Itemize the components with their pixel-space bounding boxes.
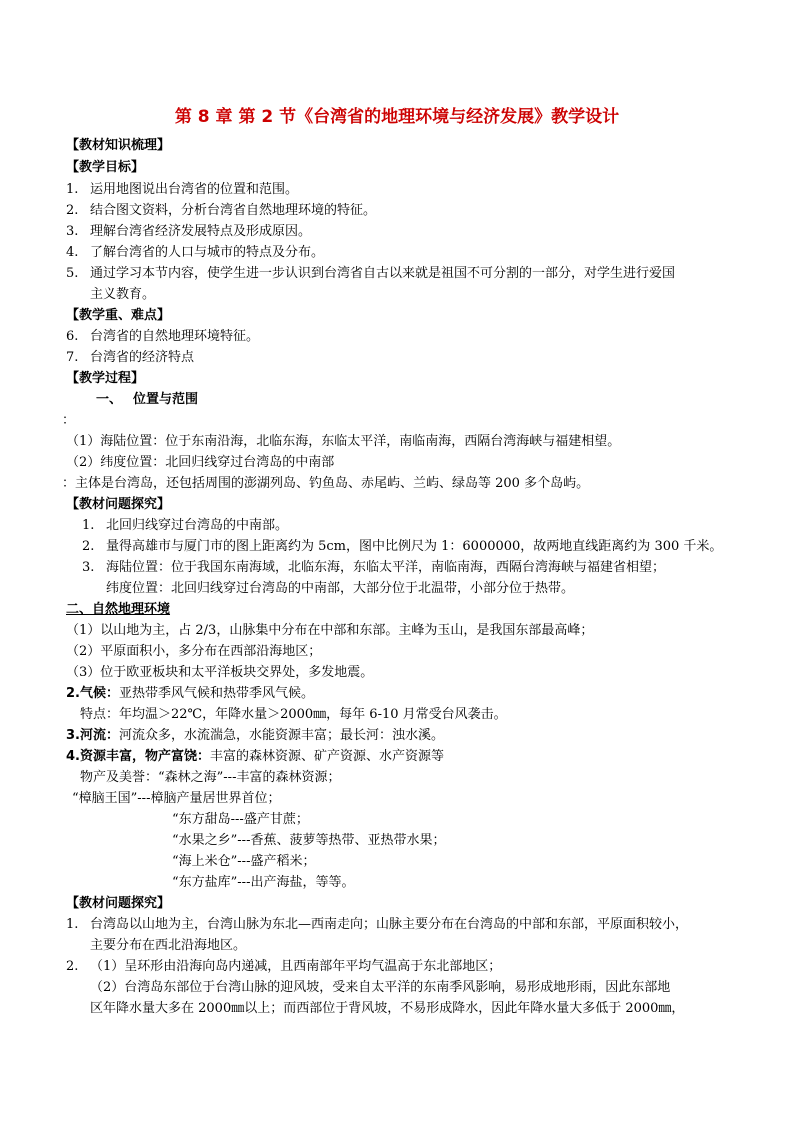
- product-3: “东方甜岛---盛产甘蔗；: [172, 812, 309, 827]
- section-1-colon: ：: [62, 413, 76, 428]
- goal-5: [66, 265, 675, 283]
- river-line: [66, 727, 444, 745]
- section-1-line-2: （2）纬度位置：北回归线穿过台湾岛的中南部: [66, 455, 335, 470]
- explore-text: 海陆位置：位于我国东南海域，北临东海，东临太平洋，南临南海，西隔台湾海峡与福建省相望；: [106, 560, 666, 575]
- goal-num: 1.: [66, 182, 79, 197]
- section-2-line-1: （1）以山地为主，占 2/3，山脉集中分布在中部和东部。主峰为玉山，是我国东部最高峰；: [66, 623, 594, 638]
- explore-num: 1.: [82, 518, 95, 533]
- goal-text: 了解台湾省的人口与城市的特点及分布。: [90, 245, 325, 260]
- explore-num: 1.: [66, 917, 79, 932]
- heading-explore-1: 【教材问题探究】: [66, 497, 171, 512]
- climate-text: 亚热带季风气候和热带季风气候。: [118, 686, 314, 701]
- key-1: [66, 328, 259, 346]
- explore-1-item-3-cont: 纬度位置：北回归线穿过台湾岛的中南部，大部分位于北温带，小部分位于热带。: [106, 581, 575, 596]
- goal-5-cont: 主义教育。: [90, 287, 156, 302]
- heading-process: 【教学过程】: [66, 371, 145, 386]
- goal-text: 通过学习本节内容，使学生进一步认识到台湾省自古以来就是祖国不可分割的一部分，对学生进行爱国: [90, 266, 676, 281]
- goal-num: 3.: [66, 224, 79, 239]
- goal-text: 理解台湾省经济发展特点及形成原因。: [90, 224, 312, 239]
- explore-2-item-1: [66, 916, 688, 934]
- heading-explore-2: 【教材问题探究】: [66, 896, 171, 911]
- explore-2-item-2-line-3: 区年降水量大多在 2000㎜以上；而西部位于背风坡，不易形成降水，因此年降水量大多低于 2000㎜，: [90, 1001, 685, 1016]
- climate-line: [66, 685, 314, 703]
- explore-2-item-2: [66, 958, 501, 976]
- goal-3: [66, 223, 311, 241]
- key-num: 6.: [66, 329, 79, 344]
- explore-text: 台湾岛以山地为主，台湾山脉为东北—西南走向；山脉主要分布在台湾岛的中部和东部，平原面积较小，: [90, 917, 689, 932]
- product-2: “樟脑王国”---樟脑产量居世界首位；: [72, 791, 281, 806]
- heading-key-points: 【教学重、难点】: [66, 308, 171, 323]
- goal-num: 4.: [66, 245, 79, 260]
- explore-1-item-1: [82, 517, 288, 535]
- section-1-title: 一、 位置与范围: [96, 392, 199, 407]
- section-2-line-2: （2）平原面积小，多分布在西部沿海地区；: [66, 644, 322, 659]
- key-2: [66, 349, 194, 367]
- goal-num: 2.: [66, 203, 79, 218]
- product-5: “海上米仓”---盛产稻米；: [172, 854, 316, 869]
- explore-2-item-1-cont: 主要分布在西北沿海地区。: [90, 938, 247, 953]
- key-text: 台湾省的经济特点: [90, 350, 195, 365]
- goal-text: 结合图文资料，分析台湾省自然地理环境的特征。: [90, 203, 377, 218]
- key-num: 7.: [66, 350, 79, 365]
- resources-label: 4.资源丰富，物产富饶：: [66, 749, 210, 764]
- explore-text: 北回归线穿过台湾岛的中南部。: [106, 518, 289, 533]
- section-1-line-3: ：主体是台湾岛，还包括周围的澎湖列岛、钓鱼岛、赤尾屿、兰屿、绿岛等 200 多个岛屿。: [62, 476, 590, 491]
- explore-num: 2.: [82, 539, 95, 554]
- explore-text: （1）呈环形由沿海向岛内递减，且西南部年平均气温高于东北部地区；: [90, 959, 502, 974]
- section-2-title: 二、自然地理环境: [66, 602, 171, 617]
- explore-num: 2.: [66, 959, 79, 974]
- explore-text: 量得高雄市与厦门市的图上距离约为 5cm，图中比例尺为 1：6000000，故两地直线距离约为 300 千米。: [106, 539, 723, 554]
- goal-1: [66, 181, 298, 199]
- river-text: 河流众多，水流湍急，水能资源丰富；最长河：浊水溪。: [118, 728, 444, 743]
- section-2-line-3: （3）位于欧亚板块和太平洋板块交界处，多发地震。: [66, 665, 374, 680]
- climate-feature: 特点：年均温＞22℃，年降水量＞2000㎜，每年 6-10 月常受台风袭击。: [80, 707, 507, 722]
- resources-text: 丰富的森林资源、矿产资源、水产资源等: [209, 749, 444, 764]
- resources-line: [66, 748, 444, 766]
- explore-2-item-2-line-2: （2）台湾岛东部位于台湾山脉的迎风坡，受来自太平洋的东南季风影响，易形成地形雨，因此东部地: [90, 980, 671, 995]
- heading-goals: 【教学目标】: [66, 160, 145, 175]
- goal-num: 5.: [66, 266, 79, 281]
- heading-knowledge: 【教材知识梳理】: [66, 138, 171, 153]
- goal-2: [66, 202, 376, 220]
- explore-num: 3.: [82, 560, 95, 575]
- river-label: 3.河流：: [66, 728, 119, 743]
- product-1: 物产及美誉：“森林之海”---丰富的森林资源；: [80, 770, 341, 785]
- climate-label: 2.气候：: [66, 686, 119, 701]
- product-4: “水果之乡”---香蕉、菠萝等热带、亚热带水果；: [172, 833, 446, 848]
- explore-1-item-3: [82, 559, 665, 577]
- document-title: 第 8 章 第 2 节《台湾省的地理环境与经济发展》教学设计: [174, 107, 620, 127]
- explore-1-item-2: [82, 538, 722, 556]
- product-6: “东方盐库”---出产海盐，等等。: [172, 875, 355, 890]
- key-text: 台湾省的自然地理环境特征。: [90, 329, 260, 344]
- goal-4: [66, 244, 324, 262]
- goal-text: 运用地图说出台湾省的位置和范围。: [90, 182, 299, 197]
- section-1-line-1: （1）海陆位置：位于东南沿海，北临东海，东临太平洋，南临南海，西隔台湾海峡与福建相望。: [66, 434, 621, 449]
